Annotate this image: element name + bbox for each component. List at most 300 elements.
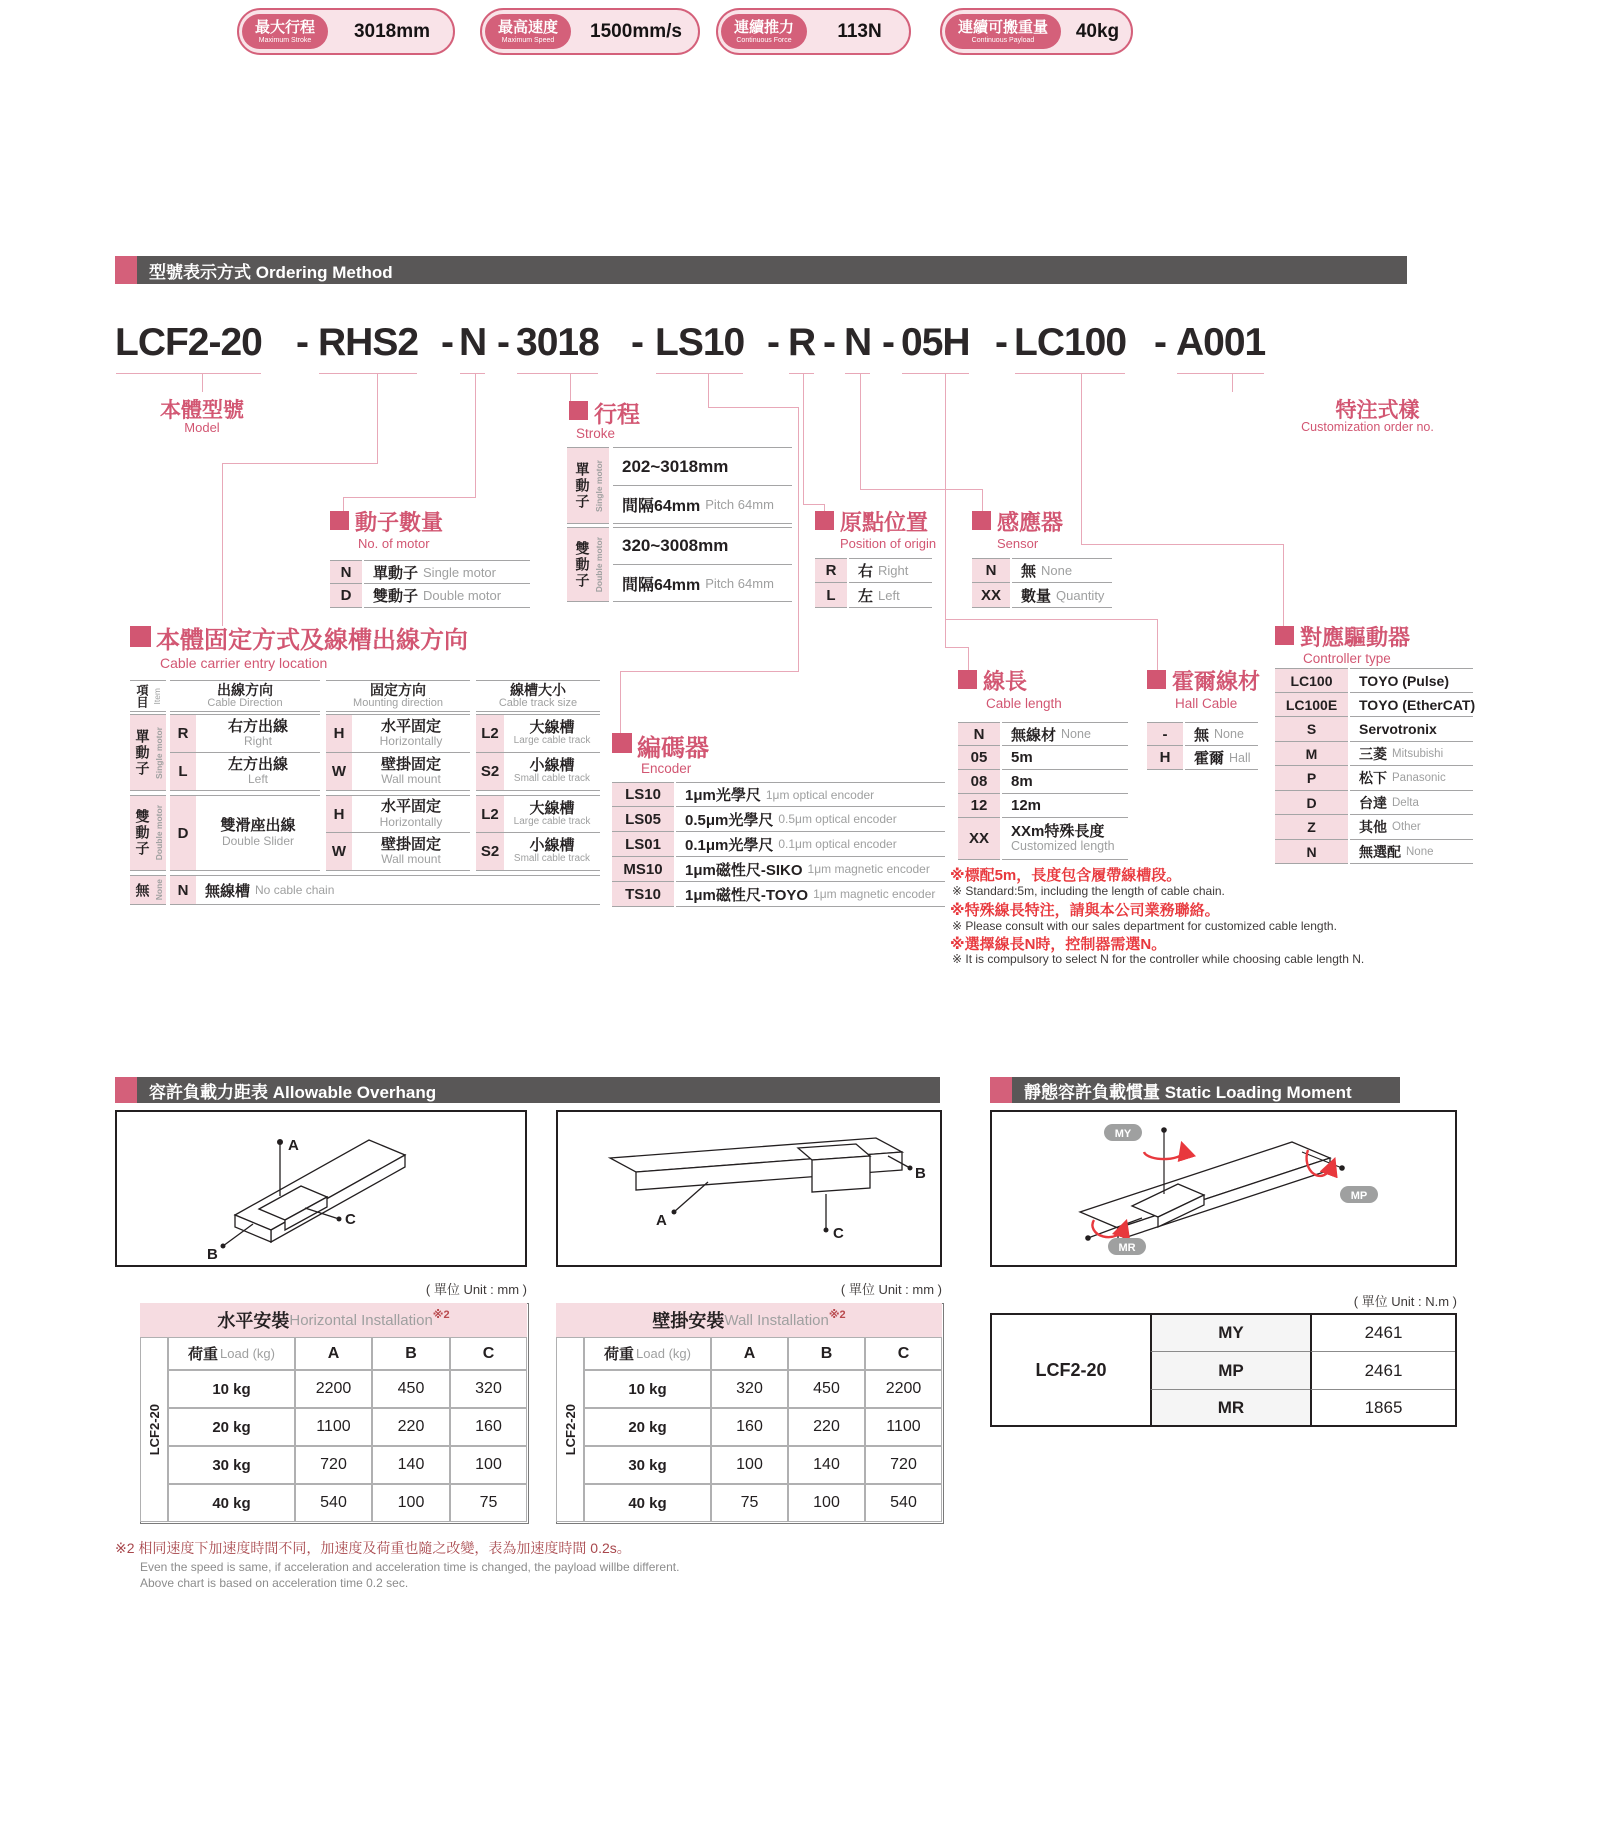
connector-line <box>803 374 804 505</box>
connector-line <box>945 619 1158 620</box>
vlabel-zh: 雙動子 <box>134 809 151 857</box>
desc-en: Delta <box>1392 796 1419 809</box>
encoder-code: TS10 <box>612 882 674 907</box>
moment-value: 1865 <box>1310 1389 1455 1425</box>
desc-en: Double motor <box>423 588 502 603</box>
moment-label-mr: MR <box>1118 1242 1136 1254</box>
cable-code: XX <box>958 818 1000 860</box>
entry-code: W <box>326 753 352 791</box>
entry-code: D <box>170 795 196 871</box>
vlabel-zh: 無 <box>134 883 151 897</box>
origin-desc <box>849 558 932 583</box>
cell-c: 1100 <box>865 1408 942 1446</box>
horizontal-header-a: A <box>295 1337 372 1370</box>
model-segment-origin: R <box>788 321 816 364</box>
desc-en: Horizontally <box>379 734 443 749</box>
moment-key: MP <box>1150 1351 1310 1389</box>
controller-code: Z <box>1275 815 1348 840</box>
desc-zh: 大線槽 <box>529 719 575 736</box>
motor-title-zh: 動子數量 <box>355 510 444 535</box>
hall-desc <box>1185 746 1258 770</box>
cell-a: 1100 <box>295 1408 372 1446</box>
cell-b: 220 <box>372 1408 450 1446</box>
sensor-code: XX <box>972 583 1010 608</box>
connector-line <box>620 671 621 733</box>
cell-a: 160 <box>711 1408 788 1446</box>
badge-en: Maximum Speed <box>501 36 555 44</box>
section-bar-accent <box>115 1077 137 1103</box>
model-segment-cable: 05H <box>901 321 970 364</box>
stroke-title-en: Stroke <box>576 426 616 441</box>
entry-code: R <box>170 714 196 753</box>
hall-title-zh: 霍爾線材 <box>1172 669 1261 694</box>
desc-en: 1μm magnetic encoder <box>813 887 936 901</box>
encoder-title-en: Encoder <box>641 761 692 776</box>
unit-label-nm: ( 單位 Unit : N.m ) <box>1353 1294 1457 1309</box>
header-en: Cable track size <box>498 696 578 709</box>
encoder-code: LS01 <box>612 832 674 857</box>
desc-en: No cable chain <box>255 883 335 897</box>
title-note-ref: ※2 <box>432 1308 450 1321</box>
sensor-bullet-icon <box>972 511 991 530</box>
footnote-en2: Above chart is based on acceleration time 0.2 sec. <box>140 1576 409 1590</box>
vlabel-zh: 單動子 <box>574 461 591 510</box>
title-zh: 水平安裝 <box>217 1311 290 1331</box>
wall-overhang-drawing <box>558 1112 940 1265</box>
desc-en: Mitsubishi <box>1392 747 1444 760</box>
desc-zh: 1μm磁性尺-SIKO <box>685 861 803 879</box>
encoder-code: MS10 <box>612 857 674 882</box>
load-row-label: 30 kg <box>168 1446 295 1484</box>
badge-continuous-payload <box>940 8 1133 55</box>
cell-a: 720 <box>295 1446 372 1484</box>
model-hyphen: - <box>296 321 309 364</box>
cable-note-en: ※ Standard:5m, including the length of cable chain. <box>952 884 1225 898</box>
entry-title-zh: 本體固定方式及線槽出線方向 <box>156 627 468 654</box>
model-segment-sensor: N <box>844 321 872 364</box>
static-moment-drawing <box>992 1112 1455 1265</box>
desc-zh: 1μm光學尺 <box>685 787 761 804</box>
desc-en: Horizontally <box>379 814 443 829</box>
model-hyphen: - <box>1154 321 1167 364</box>
encoder-desc <box>676 782 945 807</box>
connector-line <box>1283 544 1284 626</box>
cell-a: 540 <box>295 1484 372 1522</box>
cable-note-zh: ※標配5m，長度包含履帶線槽段。 <box>950 867 1182 884</box>
entry-header-mounting <box>326 680 470 712</box>
connector-line <box>945 647 969 648</box>
desc-zh: 大線槽 <box>529 799 575 817</box>
connector-line <box>343 497 476 498</box>
cable-note-zh: ※選擇線長N時，控制器需選N。 <box>950 936 1167 953</box>
cable-desc <box>1002 794 1128 818</box>
entry-code: S2 <box>476 753 504 791</box>
vlabel-en: Single motor <box>593 459 604 512</box>
cell-b: 450 <box>372 1370 450 1408</box>
desc-zh: TOYO (EtherCAT) <box>1359 696 1476 713</box>
load-row-label: 40 kg <box>168 1484 295 1522</box>
load-row-label: 20 kg <box>584 1408 711 1446</box>
header-en: Cable Direction <box>207 696 283 709</box>
desc-zh: 右 <box>858 563 874 580</box>
desc-zh: 5m <box>1011 749 1033 766</box>
footnote-en1: Even the speed is same, if acceleration and acceleration time is changed, the payload willbe different. <box>140 1560 680 1574</box>
vlabel-en: Double motor <box>153 805 164 861</box>
cell-c: 320 <box>450 1370 527 1408</box>
cell-c: 160 <box>450 1408 527 1446</box>
badge-max-speed-label <box>485 14 571 49</box>
badge-max-speed <box>480 8 700 55</box>
controller-code: S <box>1275 717 1348 742</box>
model-segment-custom: A001 <box>1176 321 1266 364</box>
desc-zh: 無選配 <box>1359 843 1401 860</box>
desc-zh: 水平固定 <box>380 798 441 816</box>
value: 202~3018mm <box>622 456 729 476</box>
vlabel-zh: 雙動子 <box>574 540 591 589</box>
cell-a: 75 <box>711 1484 788 1522</box>
horizontal-header-c: C <box>450 1337 527 1370</box>
desc-zh: 右方出線 <box>227 717 288 735</box>
controller-code: P <box>1275 766 1348 791</box>
connector-line <box>945 374 946 648</box>
connector-line <box>620 671 799 672</box>
stroke-range-double <box>613 527 792 565</box>
badge-en: Continuous Payload <box>971 36 1035 44</box>
cell-c: 75 <box>450 1484 527 1522</box>
connector-line <box>570 374 571 401</box>
encoder-desc <box>676 807 945 832</box>
hall-desc <box>1185 722 1258 746</box>
connector-line <box>343 497 344 512</box>
connector-line <box>1081 544 1284 545</box>
section-bar-title: 容許負載力距表 Allowable Overhang <box>137 1077 940 1103</box>
vlabel-zh: 單動子 <box>134 728 151 777</box>
connector-line <box>1232 374 1233 392</box>
controller-desc <box>1350 791 1473 815</box>
entry-desc <box>196 714 320 753</box>
badge-value: 1500mm/s <box>590 20 682 42</box>
model-hyphen: - <box>441 321 454 364</box>
desc-en: Other <box>1392 821 1421 833</box>
motor-code: D <box>330 584 362 608</box>
section-bar-accent <box>115 256 137 284</box>
axis-label-b: B <box>207 1246 218 1263</box>
stroke-group-double <box>567 527 609 602</box>
sensor-desc <box>1012 558 1112 583</box>
horizontal-header-load <box>168 1337 295 1370</box>
horizontal-table-title <box>140 1303 527 1337</box>
header-zh: 項目 <box>135 684 149 708</box>
load-row-label: 10 kg <box>584 1370 711 1408</box>
cable-note-en: ※ Please consult with our sales department for customized cable length. <box>952 919 1337 933</box>
connector-line <box>803 504 825 505</box>
cell-b: 450 <box>788 1370 865 1408</box>
stroke-range-single <box>613 447 792 486</box>
header-zh: 線槽大小 <box>510 681 566 698</box>
cell-c: 2200 <box>865 1370 942 1408</box>
entry-desc <box>352 714 470 753</box>
section-bar-accent <box>990 1077 1012 1103</box>
value-en: Pitch 64mm <box>705 497 774 512</box>
header-en: Load (kg) <box>636 1346 691 1361</box>
moment-key: MR <box>1150 1389 1310 1425</box>
stroke-pitch-double <box>613 565 792 602</box>
vlabel-en: Single motor <box>153 726 164 779</box>
entry-desc <box>352 795 470 833</box>
section-bar-title: 型號表示方式 Ordering Method <box>137 256 1407 284</box>
entry-desc <box>352 753 470 791</box>
model-segment-motor: N <box>459 321 487 364</box>
callout-custom-zh: 特注式樣 <box>1335 399 1420 422</box>
cell-b: 100 <box>372 1484 450 1522</box>
entry-code: S2 <box>476 833 504 871</box>
desc-zh: 數量 <box>1021 587 1052 605</box>
unit-label-mm: ( 單位 Unit : mm ) <box>840 1282 942 1297</box>
encoder-title-zh: 編碼器 <box>637 735 709 762</box>
controller-code: M <box>1275 742 1348 766</box>
diagram-wall-overhang <box>556 1110 942 1267</box>
controller-desc <box>1350 815 1473 840</box>
entry-desc <box>504 795 600 833</box>
origin-title-zh: 原點位置 <box>840 510 929 535</box>
desc-zh: TOYO (Pulse) <box>1359 672 1449 689</box>
horizontal-model-label <box>140 1337 168 1522</box>
desc-zh: Servotronix <box>1359 721 1437 737</box>
entry-group-double <box>130 795 166 871</box>
controller-desc <box>1350 693 1476 717</box>
model-segment-encoder: LS10 <box>655 321 745 364</box>
wall-header-b: B <box>788 1337 865 1370</box>
vlabel-en: None <box>153 879 164 901</box>
header-zh: 固定方向 <box>370 681 426 698</box>
vlabel-en: Double motor <box>593 536 604 593</box>
header-zh: 荷重 <box>188 1346 219 1363</box>
desc-zh: 雙滑座出線 <box>220 817 296 835</box>
cable-code: 08 <box>958 770 1000 794</box>
desc-en: 0.5μm optical encoder <box>778 812 897 826</box>
entry-code: H <box>326 714 352 753</box>
cell-b: 140 <box>372 1446 450 1484</box>
cable-code: 05 <box>958 746 1000 770</box>
cable-title-zh: 線長 <box>983 669 1028 694</box>
cell-c: 100 <box>450 1446 527 1484</box>
connector-line <box>1081 374 1082 545</box>
desc-en: None <box>1214 727 1244 741</box>
title-zh: 壁掛安裝 <box>652 1311 725 1331</box>
desc-zh: 無 <box>1194 726 1210 744</box>
load-row-label: 10 kg <box>168 1370 295 1408</box>
cell-a: 320 <box>711 1370 788 1408</box>
section-bar-ordering <box>115 256 1407 284</box>
badge-value: 113N <box>837 20 882 42</box>
cell-b: 140 <box>788 1446 865 1484</box>
cable-desc <box>1002 722 1128 746</box>
moment-label-my: MY <box>1114 1128 1132 1140</box>
origin-desc <box>849 583 932 608</box>
callout-model-en: Model <box>184 420 220 435</box>
model-segment-body: LCF2-20 <box>115 321 262 364</box>
entry-header-track <box>476 680 600 712</box>
motor-title-en: No. of motor <box>358 536 430 551</box>
axis-label-a: A <box>288 1137 299 1154</box>
moment-model: LCF2-20 <box>992 1315 1150 1425</box>
desc-zh: 0.1μm光學尺 <box>685 836 774 854</box>
title-en: Wall Installation <box>724 1311 829 1329</box>
encoder-code: LS10 <box>612 782 674 807</box>
load-row-label: 20 kg <box>168 1408 295 1446</box>
controller-code: N <box>1275 840 1348 864</box>
cable-note-zh: ※特殊線長特注，請與本公司業務聯絡。 <box>950 902 1220 919</box>
wall-table-title <box>556 1303 942 1337</box>
entry-code: L2 <box>476 795 504 833</box>
connector-line <box>475 374 476 498</box>
badge-continuous-force <box>716 8 911 55</box>
desc-en: Left <box>247 772 268 787</box>
desc-zh: 小線槽 <box>529 837 575 854</box>
cable-code: N <box>958 722 1000 746</box>
moment-key: MY <box>1150 1315 1310 1351</box>
horizontal-overhang-drawing <box>117 1112 525 1265</box>
motor-desc <box>364 584 530 608</box>
connector-line <box>708 374 709 408</box>
desc-zh: 無 <box>1021 563 1037 580</box>
entry-header-item <box>130 680 166 712</box>
origin-code: R <box>815 558 847 583</box>
entry-code: W <box>326 833 352 871</box>
entry-code: H <box>326 795 352 833</box>
cell-a: 2200 <box>295 1370 372 1408</box>
wall-header-a: A <box>711 1337 788 1370</box>
stroke-bullet-icon <box>569 401 588 420</box>
sensor-desc <box>1012 583 1112 608</box>
desc-zh: 松下 <box>1359 770 1387 786</box>
desc-en: Small cable track <box>513 773 591 785</box>
badge-zh: 最大行程 <box>255 18 316 36</box>
cable-desc <box>1002 746 1128 770</box>
diagram-static-moment <box>990 1110 1457 1267</box>
desc-en: Customized length <box>1011 838 1115 853</box>
value-zh: 間隔64mm <box>622 576 701 594</box>
badge-value: 3018mm <box>353 20 431 42</box>
section-bar-overhang <box>115 1077 940 1103</box>
controller-desc <box>1350 742 1473 766</box>
entry-bullet-icon <box>130 626 151 647</box>
value-en: Pitch 64mm <box>705 575 774 591</box>
callout-custom-en: Customization order no. <box>1301 420 1434 434</box>
entry-desc <box>504 753 600 791</box>
connector-line <box>708 407 799 408</box>
hall-title-en: Hall Cable <box>1175 696 1238 711</box>
controller-bullet-icon <box>1275 626 1294 645</box>
badge-zh: 最高速度 <box>498 18 559 36</box>
cable-code: 12 <box>958 794 1000 818</box>
axis-label-a: A <box>656 1212 667 1229</box>
desc-zh: 單動子 <box>373 564 419 582</box>
controller-desc <box>1350 668 1473 693</box>
desc-zh: 其他 <box>1359 819 1387 835</box>
desc-zh: 霍爾 <box>1194 750 1225 767</box>
desc-zh: 左 <box>858 587 874 605</box>
desc-en: None <box>1041 563 1073 578</box>
controller-desc <box>1350 840 1473 864</box>
entry-group-single <box>130 714 166 791</box>
header-en: Mounting direction <box>353 696 443 709</box>
section-bar-title: 靜態容許負載慣量 Static Loading Moment <box>1012 1077 1400 1103</box>
desc-zh: 雙動子 <box>373 588 419 605</box>
axis-label-b: B <box>915 1165 926 1182</box>
desc-zh: XXm特殊長度 <box>1011 822 1105 840</box>
connector-line <box>222 463 378 464</box>
badge-continuous-force-label <box>721 14 807 49</box>
connector-line <box>222 463 223 626</box>
wall-header-c: C <box>865 1337 942 1370</box>
desc-zh: 12m <box>1011 797 1042 814</box>
cable-bullet-icon <box>958 670 977 689</box>
badge-value: 40kg <box>1075 20 1120 42</box>
hall-code: H <box>1147 746 1183 770</box>
desc-zh: 三菱 <box>1359 745 1387 762</box>
stroke-group-single <box>567 447 609 524</box>
stroke-pitch-single <box>613 486 792 524</box>
encoder-desc <box>676 832 945 857</box>
entry-desc <box>196 753 320 791</box>
desc-zh: 壁掛固定 <box>380 755 441 773</box>
load-row-label: 40 kg <box>584 1484 711 1522</box>
controller-desc <box>1350 766 1473 791</box>
header-zh: 荷重 <box>604 1346 635 1363</box>
wall-header-load <box>584 1337 711 1370</box>
unit-label-mm: ( 單位 Unit : mm ) <box>425 1282 527 1297</box>
moment-value: 2461 <box>1310 1315 1455 1351</box>
model-segment-stroke: 3018 <box>516 321 599 364</box>
badge-continuous-payload-label <box>945 14 1061 49</box>
desc-zh: 8m <box>1011 773 1033 790</box>
desc-en: Wall mount <box>381 852 441 867</box>
cable-desc <box>1002 770 1128 794</box>
motor-code: N <box>330 560 362 584</box>
origin-code: L <box>815 583 847 608</box>
encoder-bullet-icon <box>612 733 632 753</box>
entry-title-en: Cable carrier entry location <box>160 655 328 671</box>
title-note-ref: ※2 <box>828 1308 846 1321</box>
entry-desc <box>504 833 600 871</box>
connector-line <box>798 407 799 672</box>
desc-zh: 1μm磁性尺-TOYO <box>685 886 809 904</box>
model-hyphen: - <box>767 321 780 364</box>
diagram-horizontal-overhang <box>115 1110 527 1267</box>
model-segment-controller: LC100 <box>1014 321 1127 364</box>
cable-desc <box>1002 818 1128 860</box>
header-zh: 出線方向 <box>217 681 273 698</box>
header-en: Item <box>152 687 162 705</box>
sensor-code: N <box>972 558 1010 583</box>
controller-title-en: Controller type <box>1303 651 1391 666</box>
badge-max-stroke-label <box>242 14 328 49</box>
desc-zh: 無線槽 <box>205 882 251 900</box>
desc-en: Double Slider <box>221 833 295 848</box>
model-hyphen: - <box>823 321 836 364</box>
cable-title-en: Cable length <box>986 696 1062 711</box>
desc-en: 1μm optical encoder <box>765 787 875 802</box>
cell-b: 220 <box>788 1408 865 1446</box>
hall-code: - <box>1147 722 1183 746</box>
desc-en: Hall <box>1229 750 1251 765</box>
cable-note-en: ※ It is compulsory to select N for the controller while choosing cable length N. <box>952 952 1365 966</box>
entry-desc-none <box>196 875 600 905</box>
cell-c: 540 <box>865 1484 942 1522</box>
entry-desc <box>196 795 320 871</box>
desc-en: Wall mount <box>381 772 441 787</box>
